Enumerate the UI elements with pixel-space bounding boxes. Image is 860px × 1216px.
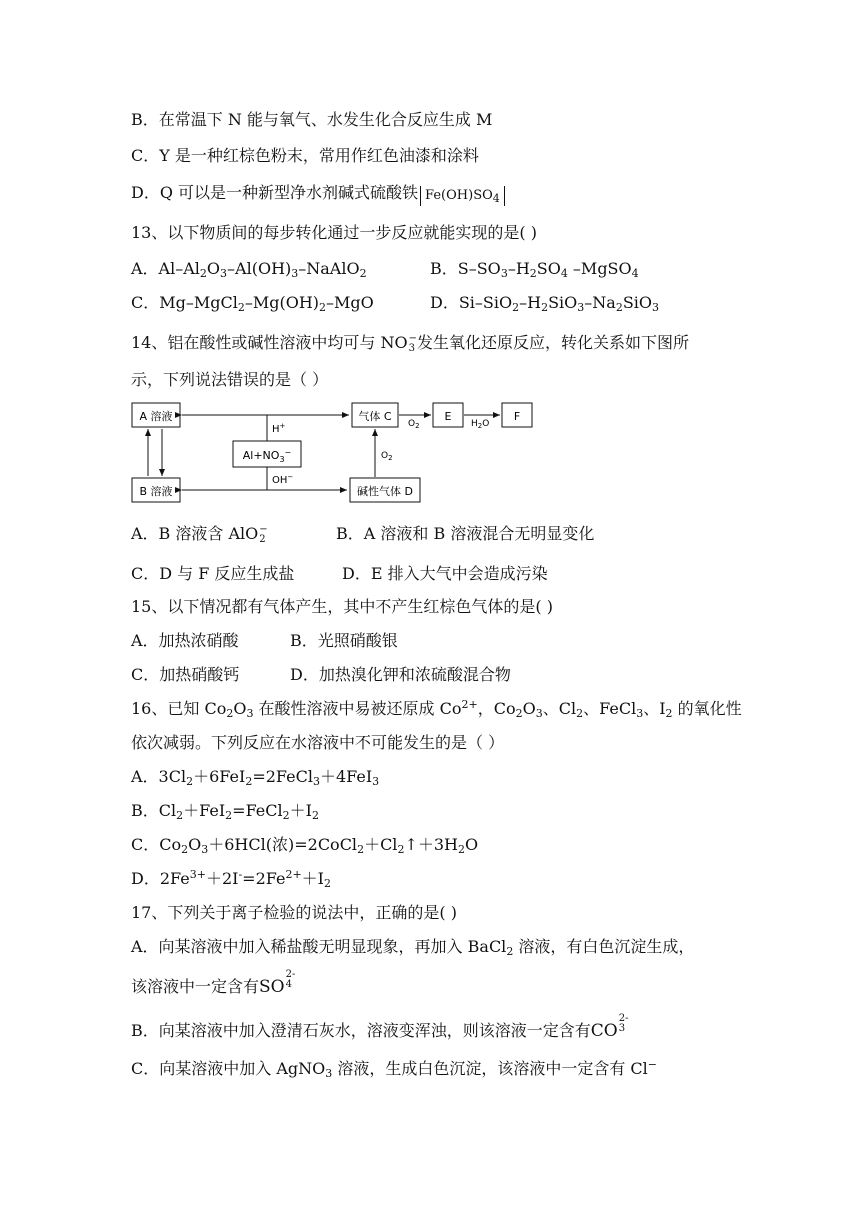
q12-option-d: D．Q 可以是一种新型净水剂碱式硫酸铁 $Fe(OH)SO_4$ (131, 182, 505, 205)
q13-option-b: B．$S-SO_3-H_2SO_4$ –MgSO$_4$ (430, 259, 639, 280)
nitrate-charge: − 3 (408, 332, 417, 354)
box-f-label: F (513, 410, 521, 423)
question-13: 13、以下物质间的每步转化通过一步反应就能实现的是( ) (131, 223, 537, 242)
q16-option-d: D．$2Fe^{3+}+2I^-=2Fe^{2+}+I_2$ (131, 868, 331, 890)
q16-option-a: A．$3Cl_2+6FeI_2=2FeCl_3+4FeI_3$ (131, 767, 380, 788)
q17-option-a-line-1: A．向某溶液中加入稀盐酸无明显现象，再加入 BaCl$_2$ 溶液，有白色沉淀生成， (131, 937, 695, 958)
q13-option-d: D．$Si-SiO_2-H_2SiO_3-Na_2SiO_3$ (430, 293, 660, 314)
q14-option-b: B．A 溶液和 B 溶液混合无明显变化 (336, 524, 595, 543)
formula-bracket: $Fe(OH)SO_4$ (420, 186, 505, 206)
q12-option-c: C．Y 是一种红棕色粉末，常用作红色油漆和涂料 (131, 146, 479, 165)
label-h2o: $H_2O$ (471, 419, 490, 430)
q14-option-c: C．D 与 F 反应生成盐 (131, 564, 295, 583)
box-b-label: B 溶液 (139, 485, 173, 498)
label-h-plus: H+ (272, 422, 286, 435)
q15-option-b: B．光照硝酸银 (290, 631, 398, 650)
question-16-line-1: 16、已知 $Co_2O_3$ 在酸性溶液中易被还原成 $Co^{2+}$，$Co_2O_3$、$Cl_2$、FeCl$_3$、$I_2$ 的氧化性 (131, 698, 742, 720)
question-14-line-2: 示，下列说法错误的是（ ） (131, 370, 329, 389)
conversion-diagram (130, 398, 550, 508)
box-e-label: E (444, 410, 452, 423)
q17-option-c: C．向某溶液中加入 AgNO$_3$ 溶液，生成白色沉淀，该溶液中一定含有 Cl− (131, 1058, 658, 1080)
box-al-no3-label: $Al+NO_3^-$ (242, 448, 292, 464)
q15-option-a: A．加热浓硝酸 (131, 631, 239, 650)
q13-option-c: C．$Mg-MgCl_2-Mg(OH)_2$–MgO (131, 293, 374, 314)
box-a-label: A 溶液 (139, 410, 173, 423)
q15-option-d: D．加热溴化钾和浓硫酸混合物 (290, 665, 511, 684)
label-oh-minus: OH− (272, 473, 294, 486)
q14-option-d: D．E 排入大气中会造成污染 (342, 564, 548, 583)
q14-option-a: A．B 溶液含 AlO − 2 (131, 523, 268, 545)
q17-option-a-line-2: 该溶液中一定含有SO 2- 4 (131, 968, 296, 997)
question-14-line-1: 14、铝在酸性或碱性溶液中均可与 NO − 3 发生氧化还原反应，转化关系如下图所 (131, 332, 689, 354)
question-15: 15、以下情况都有气体产生，其中不产生红棕色气体的是( ) (131, 597, 553, 616)
q12-option-b: B．在常温下 N 能与氧气、水发生化合反应生成 M (131, 110, 493, 129)
label-o2-dc: $O_2$ (381, 451, 393, 462)
q16-option-c: C．$Co_2O_3+6HCl$(浓)$=2CoCl_2+Cl_2↑+3H_2O$ (131, 835, 479, 856)
label-o2-ce: $O_2$ (408, 419, 420, 430)
question-16-line-2: 依次减弱。下列反应在水溶液中不可能发生的是（ ） (131, 733, 505, 752)
q16-option-b: B．$Cl_2+FeI_2=FeCl_2+I_2$ (131, 801, 319, 822)
q13-option-a: A．$Al-Al_2O_3-Al(OH)_3-NaAlO_2$ (131, 259, 367, 280)
q15-option-c: C．加热硝酸钙 (131, 665, 240, 684)
question-17: 17、下列关于离子检验的说法中，正确的是( ) (131, 903, 457, 922)
q13-row-1 (131, 258, 367, 280)
box-gas-c-label: 气体 C (358, 410, 392, 423)
box-d-label: 碱性气体 D (357, 485, 413, 498)
q17-option-b: B．向某溶液中加入澄清石灰水，溶液变浑浊，则该溶液一定含有CO 2- 3 (131, 1012, 629, 1041)
